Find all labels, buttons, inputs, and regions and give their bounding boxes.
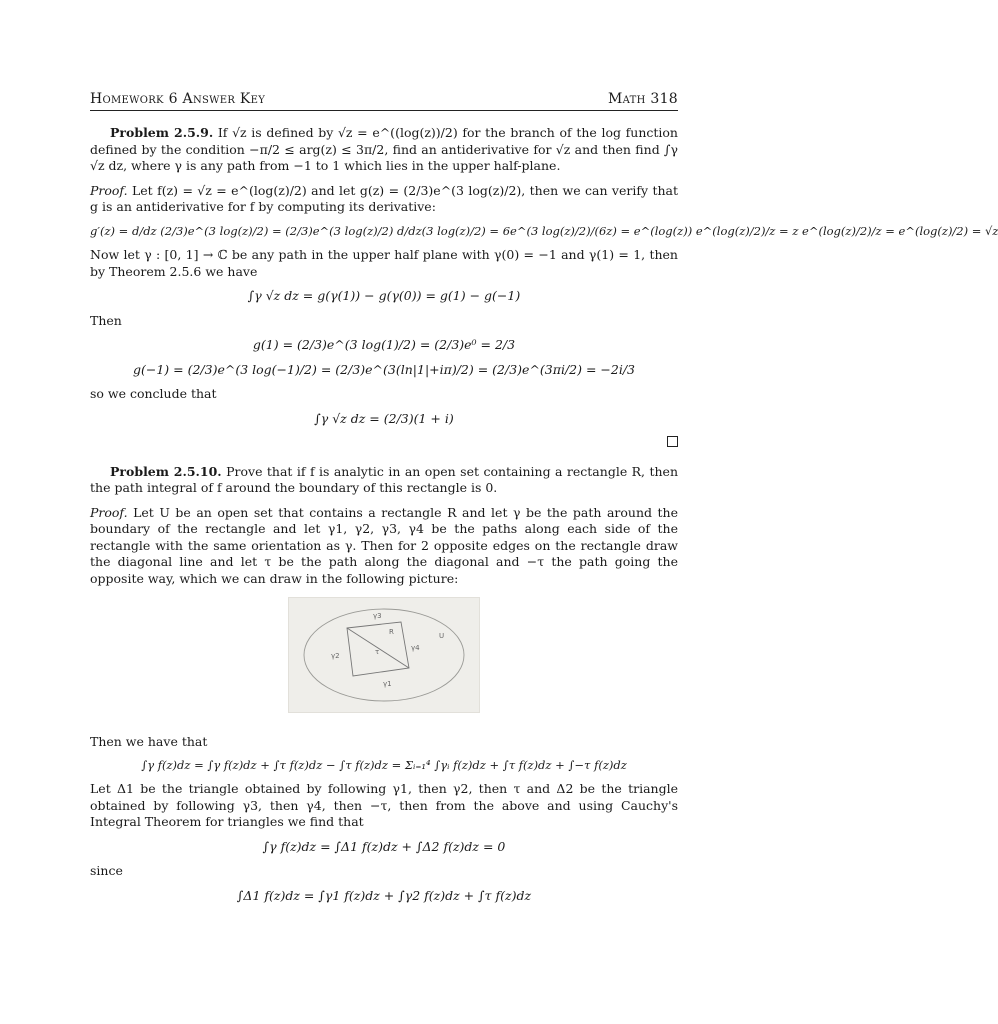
equation-g-of-minus-1: g(−1) = (2/3)e^(3 log(−1)/2) = (2/3)e^(3(ln|1|+iπ)/2) = (2/3)e^(3πi/2) = −2i/3 [132,361,636,377]
equation-result: ∫γ √z dz = (2/3)(1 + i) [314,410,454,426]
problem-label: Problem 2.5.10. [110,463,222,479]
path-paragraph: Now let γ : [0, 1] → ℂ be any path in the upper half plane with γ(0) = −1 and γ(1) = 1, then by Theorem 2.5.6 we have [90,247,678,279]
problem-text: If √z is defined by √z = e^((log(z))/2) for the branch of the log function defined by the condition −π/2 ≤ arg(z) ≤ 3π/2, find an antiderivative for √z and then find ∫γ √z dz, where γ is any path from −1 to 1 which lies in the upper half-plane. [90,125,678,174]
label-gamma3: γ3 [373,612,382,621]
label-gamma1: γ1 [383,680,392,689]
then-paragraph: Then we have that [90,733,208,749]
page-header [90,90,678,111]
label-open-set: U [439,632,445,641]
proof-paragraph [90,505,678,588]
equation-path-integral: ∫γ √z dz = g(γ(1)) − g(γ(0)) = g(1) − g(−1) [247,288,521,304]
problem-text: Prove that if f is analytic in an open set containing a rectangle R, then the path integral of f around the boundary of this rectangle is 0. [90,463,678,496]
equation-derivative: g′(z) = d/dz (2/3)e^(3 log(z)/2) = (2/3)e^(3 log(z)/2) d/dz(3 log(z)/2) = 6e^(3 log(z)/2)/(6z) = e^(log(z)) e^(log(z)/2)/z = z e^(log(z)/2)/z = e^(log(z)/2) = √z [90,223,998,238]
proof-label: Proof. [90,182,128,198]
rectangle-diagram [289,598,479,712]
proof-text: Let f(z) = √z = e^(log(z)/2) and let g(z) = (2/3)e^(3 log(z)/2), then we can verify that g is an antiderivative for f by computing its derivative: [90,182,678,215]
conclude-paragraph: so we conclude that [90,386,217,402]
hand-drawn-figure [288,597,480,713]
header-course: Math 318 [608,91,678,107]
label-tau: τ [375,648,380,657]
triangle-paragraph: Let Δ1 be the triangle obtained by following γ1, then γ2, then τ and Δ2 be the triangle obtained by following γ3, then γ4, then −τ, then from the above and using Cauchy's Integral Theorem for triangles we find that [90,781,678,830]
document-page [90,90,998,912]
problem-2-5-9-statement [90,125,678,175]
problem-2-5-10-statement [90,464,678,497]
figure-container [90,597,678,718]
label-region: R [389,628,394,637]
proof-text: Let U be an open set that contains a rectangle R and let γ be the path around the boundary of the rectangle and let γ1, γ2, γ3, γ4 be the paths along each side of the rectangle with the same orientation as γ. Then for 2 opposite edges on the rectangle draw the diagonal line and let τ be the path along the diagonal and −τ the path going the opposite way, which we can draw in the following picture: [90,504,678,586]
header-title: Homework 6 Answer Key [90,91,266,107]
label-gamma2: γ2 [331,652,340,661]
qed-square-icon [667,436,678,447]
equation-triangles: ∫γ f(z)dz = ∫Δ1 f(z)dz + ∫Δ2 f(z)dz = 0 [262,838,506,854]
then-paragraph: Then [90,312,122,328]
label-gamma4: γ4 [411,644,420,653]
equation-g-of-1: g(1) = (2/3)e^(3 log(1)/2) = (2/3)e⁰ = 2/3 [252,337,516,353]
equation-sum-decomposition: ∫γ f(z)dz = ∫γ f(z)dz + ∫τ f(z)dz − ∫τ f(z)dz = Σᵢ₌₁⁴ ∫γᵢ f(z)dz + ∫τ f(z)dz + ∫−τ f(z)dz [141,758,627,773]
proof-intro [90,183,678,216]
since-paragraph: since [90,863,123,879]
qed-row [90,435,678,452]
proof-label: Proof. [90,504,128,520]
equation-delta1: ∫Δ1 f(z)dz = ∫γ1 f(z)dz + ∫γ2 f(z)dz + ∫τ f(z)dz [236,887,532,903]
problem-label: Problem 2.5.9. [110,125,214,141]
